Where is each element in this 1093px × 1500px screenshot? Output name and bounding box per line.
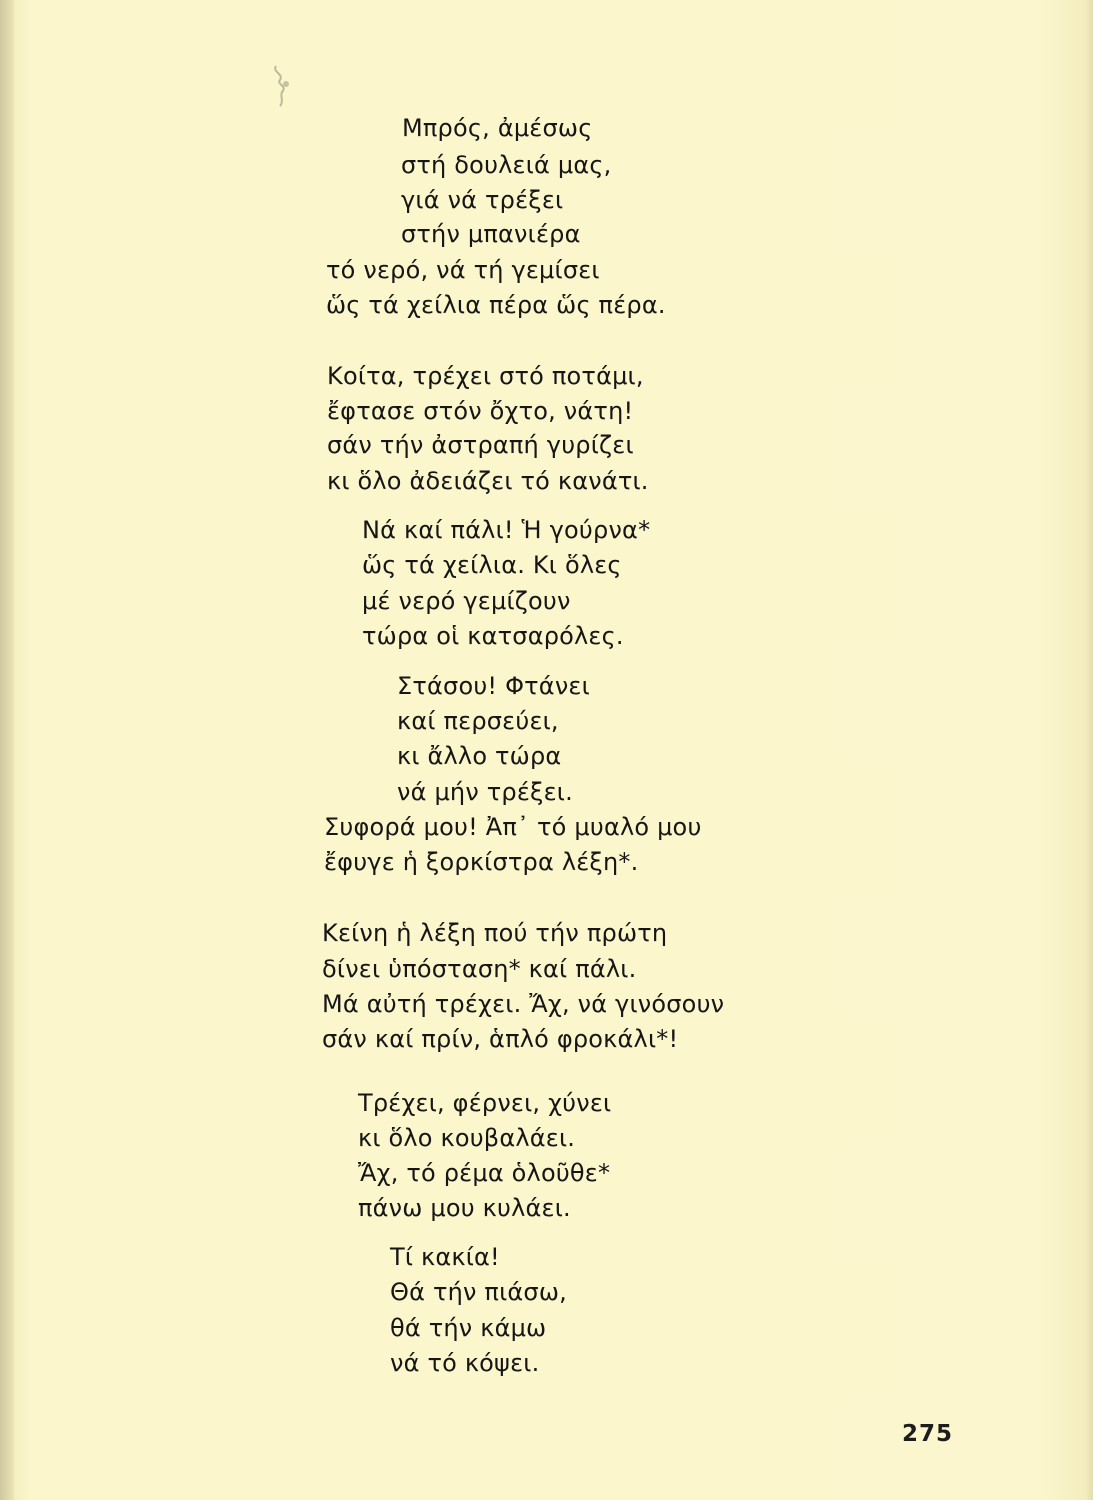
- poem-line: τό νερό, νά τή γεμίσει: [326, 256, 600, 284]
- poem-line: δίνει ὑπόσταση* καί πάλι.: [322, 955, 637, 983]
- poem-line: Τί κακία!: [390, 1243, 500, 1271]
- poem-line: Μά αὐτή τρέχει. Ἄχ, νά γινόσουν: [322, 990, 725, 1018]
- poem-line: νά τό κόψει.: [390, 1349, 540, 1377]
- poem-line: Μπρός, ἀμέσως: [402, 114, 593, 142]
- poem-line: Θά τήν πιάσω,: [390, 1278, 567, 1306]
- poem-line: πάνω μου κυλάει.: [358, 1194, 571, 1222]
- poem-line: μέ νερό γεμίζουν: [362, 587, 571, 615]
- poem-line: κι ἄλλο τώρα: [397, 742, 562, 770]
- poem-line: γιά νά τρέξει: [401, 186, 564, 214]
- poem-line: Νά καί πάλι! Ἡ γούρνα*: [362, 516, 651, 544]
- poem-line: ἔφτασε στόν ὄχτο, νάτη!: [327, 397, 634, 425]
- poem-line: τώρα οἱ κατσαρόλες.: [362, 622, 624, 650]
- poem-line: ὥς τά χείλια πέρα ὥς πέρα.: [326, 291, 666, 319]
- poem-line: ὥς τά χείλια. Κι ὅλες: [362, 551, 622, 579]
- poem-line: νά μήν τρέξει.: [397, 778, 573, 806]
- poem-line: Ἄχ, τό ρέμα ὁλοῦθε*: [358, 1159, 611, 1187]
- poem-line: Συφορά μου! Ἀπ᾿ τό μυαλό μου: [324, 813, 702, 841]
- poem-line: στήν μπανιέρα: [401, 220, 581, 248]
- poem-line: σάν καί πρίν, ἁπλό φροκάλι*!: [322, 1025, 679, 1053]
- poem-line: κι ὅλο ἀδειάζει τό κανάτι.: [327, 467, 649, 495]
- poem-line: θά τήν κάμω: [390, 1314, 547, 1342]
- poem-line: κι ὅλο κουβαλάει.: [358, 1124, 576, 1152]
- poem-line: Στάσου! Φτάνει: [397, 672, 590, 700]
- page-number: 275: [902, 1421, 954, 1447]
- poem-line: ἔφυγε ἡ ξορκίστρα λέξη*.: [324, 848, 639, 876]
- poem-line: Κείνη ἡ λέξη πού τήν πρώτη: [322, 919, 668, 947]
- poem-line: Κοίτα, τρέχει στό ποτάμι,: [327, 362, 644, 390]
- poem-line: σάν τήν ἀστραπή γυρίζει: [327, 431, 634, 459]
- poem-line: καί περσεύει,: [397, 707, 559, 735]
- poem-line: Τρέχει, φέρνει, χύνει: [358, 1089, 612, 1117]
- poem-line: στή δουλειά μας,: [401, 151, 612, 179]
